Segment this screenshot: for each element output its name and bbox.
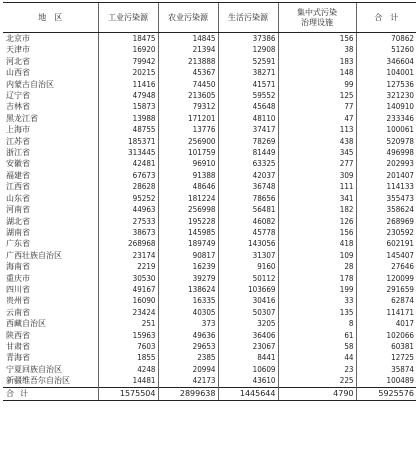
cell-total: 355473 (356, 193, 416, 204)
cell-centralized: 135 (278, 307, 356, 318)
cell-industrial: 15873 (98, 101, 158, 112)
cell-agricultural: 79312 (158, 101, 218, 112)
cell-agricultural: 145985 (158, 227, 218, 238)
total-domestic: 1445644 (218, 387, 278, 400)
cell-domestic: 3205 (218, 318, 278, 329)
table-footer (3, 387, 416, 400)
cell-agricultural: 181224 (158, 193, 218, 204)
cell-total: 602191 (356, 238, 416, 249)
cell-region: 安徽省 (6, 159, 30, 169)
cell-region: 西藏自治区 (6, 319, 46, 329)
cell-region: 浙江省 (6, 148, 30, 158)
header-industrial: 工业污染源 (98, 3, 158, 33)
cell-domestic: 8441 (218, 352, 278, 363)
cell-domestic: 38271 (218, 67, 278, 78)
cell-centralized: 182 (278, 204, 356, 215)
cell-region: 云南省 (6, 307, 30, 317)
cell-total: 104001 (356, 67, 416, 78)
cell-domestic: 9160 (218, 261, 278, 272)
cell-region: 吉林省 (6, 102, 30, 112)
cell-domestic: 45648 (218, 101, 278, 112)
cell-centralized: 156 (278, 33, 356, 45)
cell-region: 重庆市 (6, 273, 30, 283)
cell-total: 100061 (356, 124, 416, 135)
cell-agricultural: 40305 (158, 307, 218, 318)
cell-domestic: 52591 (218, 56, 278, 67)
cell-agricultural: 16335 (158, 295, 218, 306)
cell-industrial: 47948 (98, 90, 158, 101)
cell-agricultural: 39279 (158, 273, 218, 284)
cell-industrial: 42481 (98, 158, 158, 169)
cell-agricultural: 2385 (158, 352, 218, 363)
cell-agricultural: 213888 (158, 56, 218, 67)
table-row (3, 113, 416, 124)
cell-region: 江西省 (6, 182, 30, 192)
cell-region: 内蒙古自治区 (6, 79, 54, 89)
table-row (3, 341, 416, 352)
cell-centralized: 225 (278, 375, 356, 387)
cell-centralized: 109 (278, 250, 356, 261)
cell-total: 233346 (356, 113, 416, 124)
cell-centralized: 125 (278, 90, 356, 101)
cell-total: 102066 (356, 330, 416, 341)
table-row (3, 158, 416, 169)
table-row (3, 56, 416, 67)
cell-domestic: 41571 (218, 79, 278, 90)
cell-domestic: 43610 (218, 375, 278, 387)
cell-total: 496998 (356, 147, 416, 158)
cell-total: 321230 (356, 90, 416, 101)
cell-region: 河北省 (6, 56, 30, 66)
cell-industrial: 48755 (98, 124, 158, 135)
total-industrial: 1575504 (98, 387, 158, 400)
cell-industrial: 251 (98, 318, 158, 329)
cell-agricultural: 90817 (158, 250, 218, 261)
cell-agricultural: 189749 (158, 238, 218, 249)
cell-agricultural: 14845 (158, 33, 218, 45)
table-row (3, 330, 416, 341)
cell-agricultural: 13776 (158, 124, 218, 135)
cell-industrial: 16090 (98, 295, 158, 306)
cell-agricultural: 213605 (158, 90, 218, 101)
cell-total: 35874 (356, 364, 416, 375)
cell-centralized: 38 (278, 44, 356, 55)
cell-agricultural: 45367 (158, 67, 218, 78)
cell-industrial: 38673 (98, 227, 158, 238)
cell-agricultural: 96910 (158, 158, 218, 169)
cell-industrial: 95252 (98, 193, 158, 204)
table-body (3, 33, 416, 388)
table-row (3, 352, 416, 363)
cell-industrial: 15963 (98, 330, 158, 341)
cell-total: 201407 (356, 170, 416, 181)
table-header (3, 3, 416, 33)
table-row (3, 318, 416, 329)
header-total: 合 计 (356, 3, 416, 33)
total-centralized: 4790 (278, 387, 356, 400)
cell-agricultural: 91388 (158, 170, 218, 181)
cell-region: 广东省 (6, 239, 30, 249)
cell-centralized: 183 (278, 56, 356, 67)
header-centralized: 集中式污染 治理设施 (278, 3, 356, 33)
cell-centralized: 77 (278, 101, 356, 112)
cell-agricultural: 74450 (158, 79, 218, 90)
cell-centralized: 277 (278, 158, 356, 169)
table-row (3, 261, 416, 272)
cell-total: 60381 (356, 341, 416, 352)
cell-agricultural: 195228 (158, 216, 218, 227)
cell-industrial: 185371 (98, 136, 158, 147)
cell-industrial: 79942 (98, 56, 158, 67)
cell-domestic: 81449 (218, 147, 278, 158)
table-row (3, 90, 416, 101)
cell-domestic: 31307 (218, 250, 278, 261)
cell-domestic: 42037 (218, 170, 278, 181)
cell-region: 湖南省 (6, 227, 30, 237)
cell-centralized: 44 (278, 352, 356, 363)
table-row (3, 124, 416, 135)
total-row (3, 387, 416, 400)
table-row (3, 204, 416, 215)
table-row (3, 375, 416, 387)
cell-region: 辽宁省 (6, 91, 30, 101)
cell-region: 黑龙江省 (6, 113, 38, 123)
cell-centralized: 61 (278, 330, 356, 341)
header-domestic: 生活污染源 (218, 3, 278, 33)
cell-agricultural: 373 (158, 318, 218, 329)
table-row (3, 181, 416, 192)
cell-agricultural: 256998 (158, 204, 218, 215)
table-row (3, 295, 416, 306)
cell-region: 四川省 (6, 284, 30, 294)
table-row (3, 216, 416, 227)
cell-region: 山东省 (6, 193, 30, 203)
cell-industrial: 23174 (98, 250, 158, 261)
cell-total: 27646 (356, 261, 416, 272)
cell-industrial: 67673 (98, 170, 158, 181)
cell-centralized: 438 (278, 136, 356, 147)
cell-centralized: 341 (278, 193, 356, 204)
cell-agricultural: 101759 (158, 147, 218, 158)
cell-industrial: 28628 (98, 181, 158, 192)
cell-total: 127536 (356, 79, 416, 90)
cell-region: 天津市 (6, 45, 30, 55)
cell-domestic: 23067 (218, 341, 278, 352)
table-row (3, 364, 416, 375)
table-row (3, 44, 416, 55)
cell-domestic: 46082 (218, 216, 278, 227)
cell-region: 海南省 (6, 262, 30, 272)
cell-region: 广西壮族自治区 (6, 250, 62, 260)
cell-domestic: 30416 (218, 295, 278, 306)
cell-total: 145407 (356, 250, 416, 261)
cell-total: 358624 (356, 204, 416, 215)
table-row (3, 250, 416, 261)
cell-industrial: 27533 (98, 216, 158, 227)
cell-centralized: 156 (278, 227, 356, 238)
cell-region: 北京市 (6, 34, 30, 43)
cell-total: 100489 (356, 375, 416, 387)
cell-domestic: 143056 (218, 238, 278, 249)
cell-total: 114171 (356, 307, 416, 318)
cell-industrial: 16920 (98, 44, 158, 55)
cell-region: 甘肃省 (6, 341, 30, 351)
cell-centralized: 111 (278, 181, 356, 192)
cell-domestic: 50307 (218, 307, 278, 318)
cell-agricultural: 16239 (158, 261, 218, 272)
cell-agricultural: 42173 (158, 375, 218, 387)
cell-domestic: 45778 (218, 227, 278, 238)
cell-domestic: 37417 (218, 124, 278, 135)
cell-domestic: 56481 (218, 204, 278, 215)
cell-domestic: 63325 (218, 158, 278, 169)
cell-agricultural: 48646 (158, 181, 218, 192)
cell-domestic: 36748 (218, 181, 278, 192)
cell-domestic: 10609 (218, 364, 278, 375)
cell-centralized: 47 (278, 113, 356, 124)
cell-domestic: 12908 (218, 44, 278, 55)
cell-industrial: 30530 (98, 273, 158, 284)
cell-industrial: 49167 (98, 284, 158, 295)
cell-total: 346604 (356, 56, 416, 67)
table-row (3, 136, 416, 147)
cell-domestic: 48110 (218, 113, 278, 124)
table-row (3, 33, 416, 45)
data-table-container (3, 2, 416, 401)
cell-centralized: 113 (278, 124, 356, 135)
header-agricultural: 农业污染源 (158, 3, 218, 33)
cell-total: 268969 (356, 216, 416, 227)
cell-centralized: 309 (278, 170, 356, 181)
cell-total: 12725 (356, 352, 416, 363)
cell-region: 山西省 (6, 68, 30, 78)
cell-domestic: 78656 (218, 193, 278, 204)
cell-agricultural: 49636 (158, 330, 218, 341)
cell-industrial: 14481 (98, 375, 158, 387)
cell-agricultural: 21394 (158, 44, 218, 55)
cell-domestic: 50112 (218, 273, 278, 284)
cell-centralized: 99 (278, 79, 356, 90)
cell-total: 51260 (356, 44, 416, 55)
cell-region: 青海省 (6, 353, 30, 363)
pollution-sources-table (3, 2, 416, 401)
cell-region: 福建省 (6, 170, 30, 180)
table-row (3, 193, 416, 204)
cell-region: 贵州省 (6, 296, 30, 306)
cell-region: 上海市 (6, 125, 30, 135)
cell-centralized: 148 (278, 67, 356, 78)
cell-domestic: 59552 (218, 90, 278, 101)
cell-total: 202993 (356, 158, 416, 169)
cell-agricultural: 20994 (158, 364, 218, 375)
table-row (3, 307, 416, 318)
cell-industrial: 18475 (98, 33, 158, 45)
cell-centralized: 199 (278, 284, 356, 295)
table-row (3, 79, 416, 90)
total-total: 5925576 (356, 387, 416, 400)
cell-total: 70862 (356, 33, 416, 45)
cell-industrial: 44963 (98, 204, 158, 215)
table-row (3, 273, 416, 284)
cell-industrial: 268968 (98, 238, 158, 249)
cell-industrial: 20215 (98, 67, 158, 78)
cell-centralized: 418 (278, 238, 356, 249)
cell-region: 陕西省 (6, 330, 30, 340)
cell-industrial: 4248 (98, 364, 158, 375)
cell-region: 河南省 (6, 205, 30, 215)
cell-industrial: 313445 (98, 147, 158, 158)
cell-agricultural: 256900 (158, 136, 218, 147)
table-row (3, 284, 416, 295)
table-row (3, 170, 416, 181)
cell-total: 114133 (356, 181, 416, 192)
cell-industrial: 1855 (98, 352, 158, 363)
cell-domestic: 78269 (218, 136, 278, 147)
cell-industrial: 2219 (98, 261, 158, 272)
cell-industrial: 11416 (98, 79, 158, 90)
table-row (3, 67, 416, 78)
cell-total: 140910 (356, 101, 416, 112)
cell-domestic: 37386 (218, 33, 278, 45)
cell-region: 江苏省 (6, 136, 30, 146)
cell-industrial: 13988 (98, 113, 158, 124)
cell-total: 291659 (356, 284, 416, 295)
cell-centralized: 8 (278, 318, 356, 329)
header-row (3, 3, 416, 33)
header-region: 地 区 (3, 3, 98, 33)
cell-region: 宁夏回族自治区 (6, 364, 62, 374)
cell-industrial: 23424 (98, 307, 158, 318)
cell-centralized: 28 (278, 261, 356, 272)
cell-centralized: 33 (278, 295, 356, 306)
cell-total: 230592 (356, 227, 416, 238)
cell-centralized: 23 (278, 364, 356, 375)
table-row (3, 227, 416, 238)
cell-agricultural: 29653 (158, 341, 218, 352)
cell-total: 62874 (356, 295, 416, 306)
cell-region: 新疆维吾尔自治区 (6, 376, 70, 386)
table-row (3, 147, 416, 158)
cell-total: 120099 (356, 273, 416, 284)
cell-industrial: 7603 (98, 341, 158, 352)
total-label: 合计 (3, 387, 98, 400)
total-agricultural: 2899638 (158, 387, 218, 400)
cell-centralized: 178 (278, 273, 356, 284)
cell-agricultural: 138624 (158, 284, 218, 295)
cell-domestic: 103669 (218, 284, 278, 295)
cell-centralized: 58 (278, 341, 356, 352)
cell-total: 4017 (356, 318, 416, 329)
cell-total: 520978 (356, 136, 416, 147)
cell-centralized: 126 (278, 216, 356, 227)
cell-agricultural: 171201 (158, 113, 218, 124)
table-row (3, 238, 416, 249)
cell-region: 湖北省 (6, 216, 30, 226)
cell-centralized: 345 (278, 147, 356, 158)
table-row (3, 101, 416, 112)
cell-domestic: 36406 (218, 330, 278, 341)
